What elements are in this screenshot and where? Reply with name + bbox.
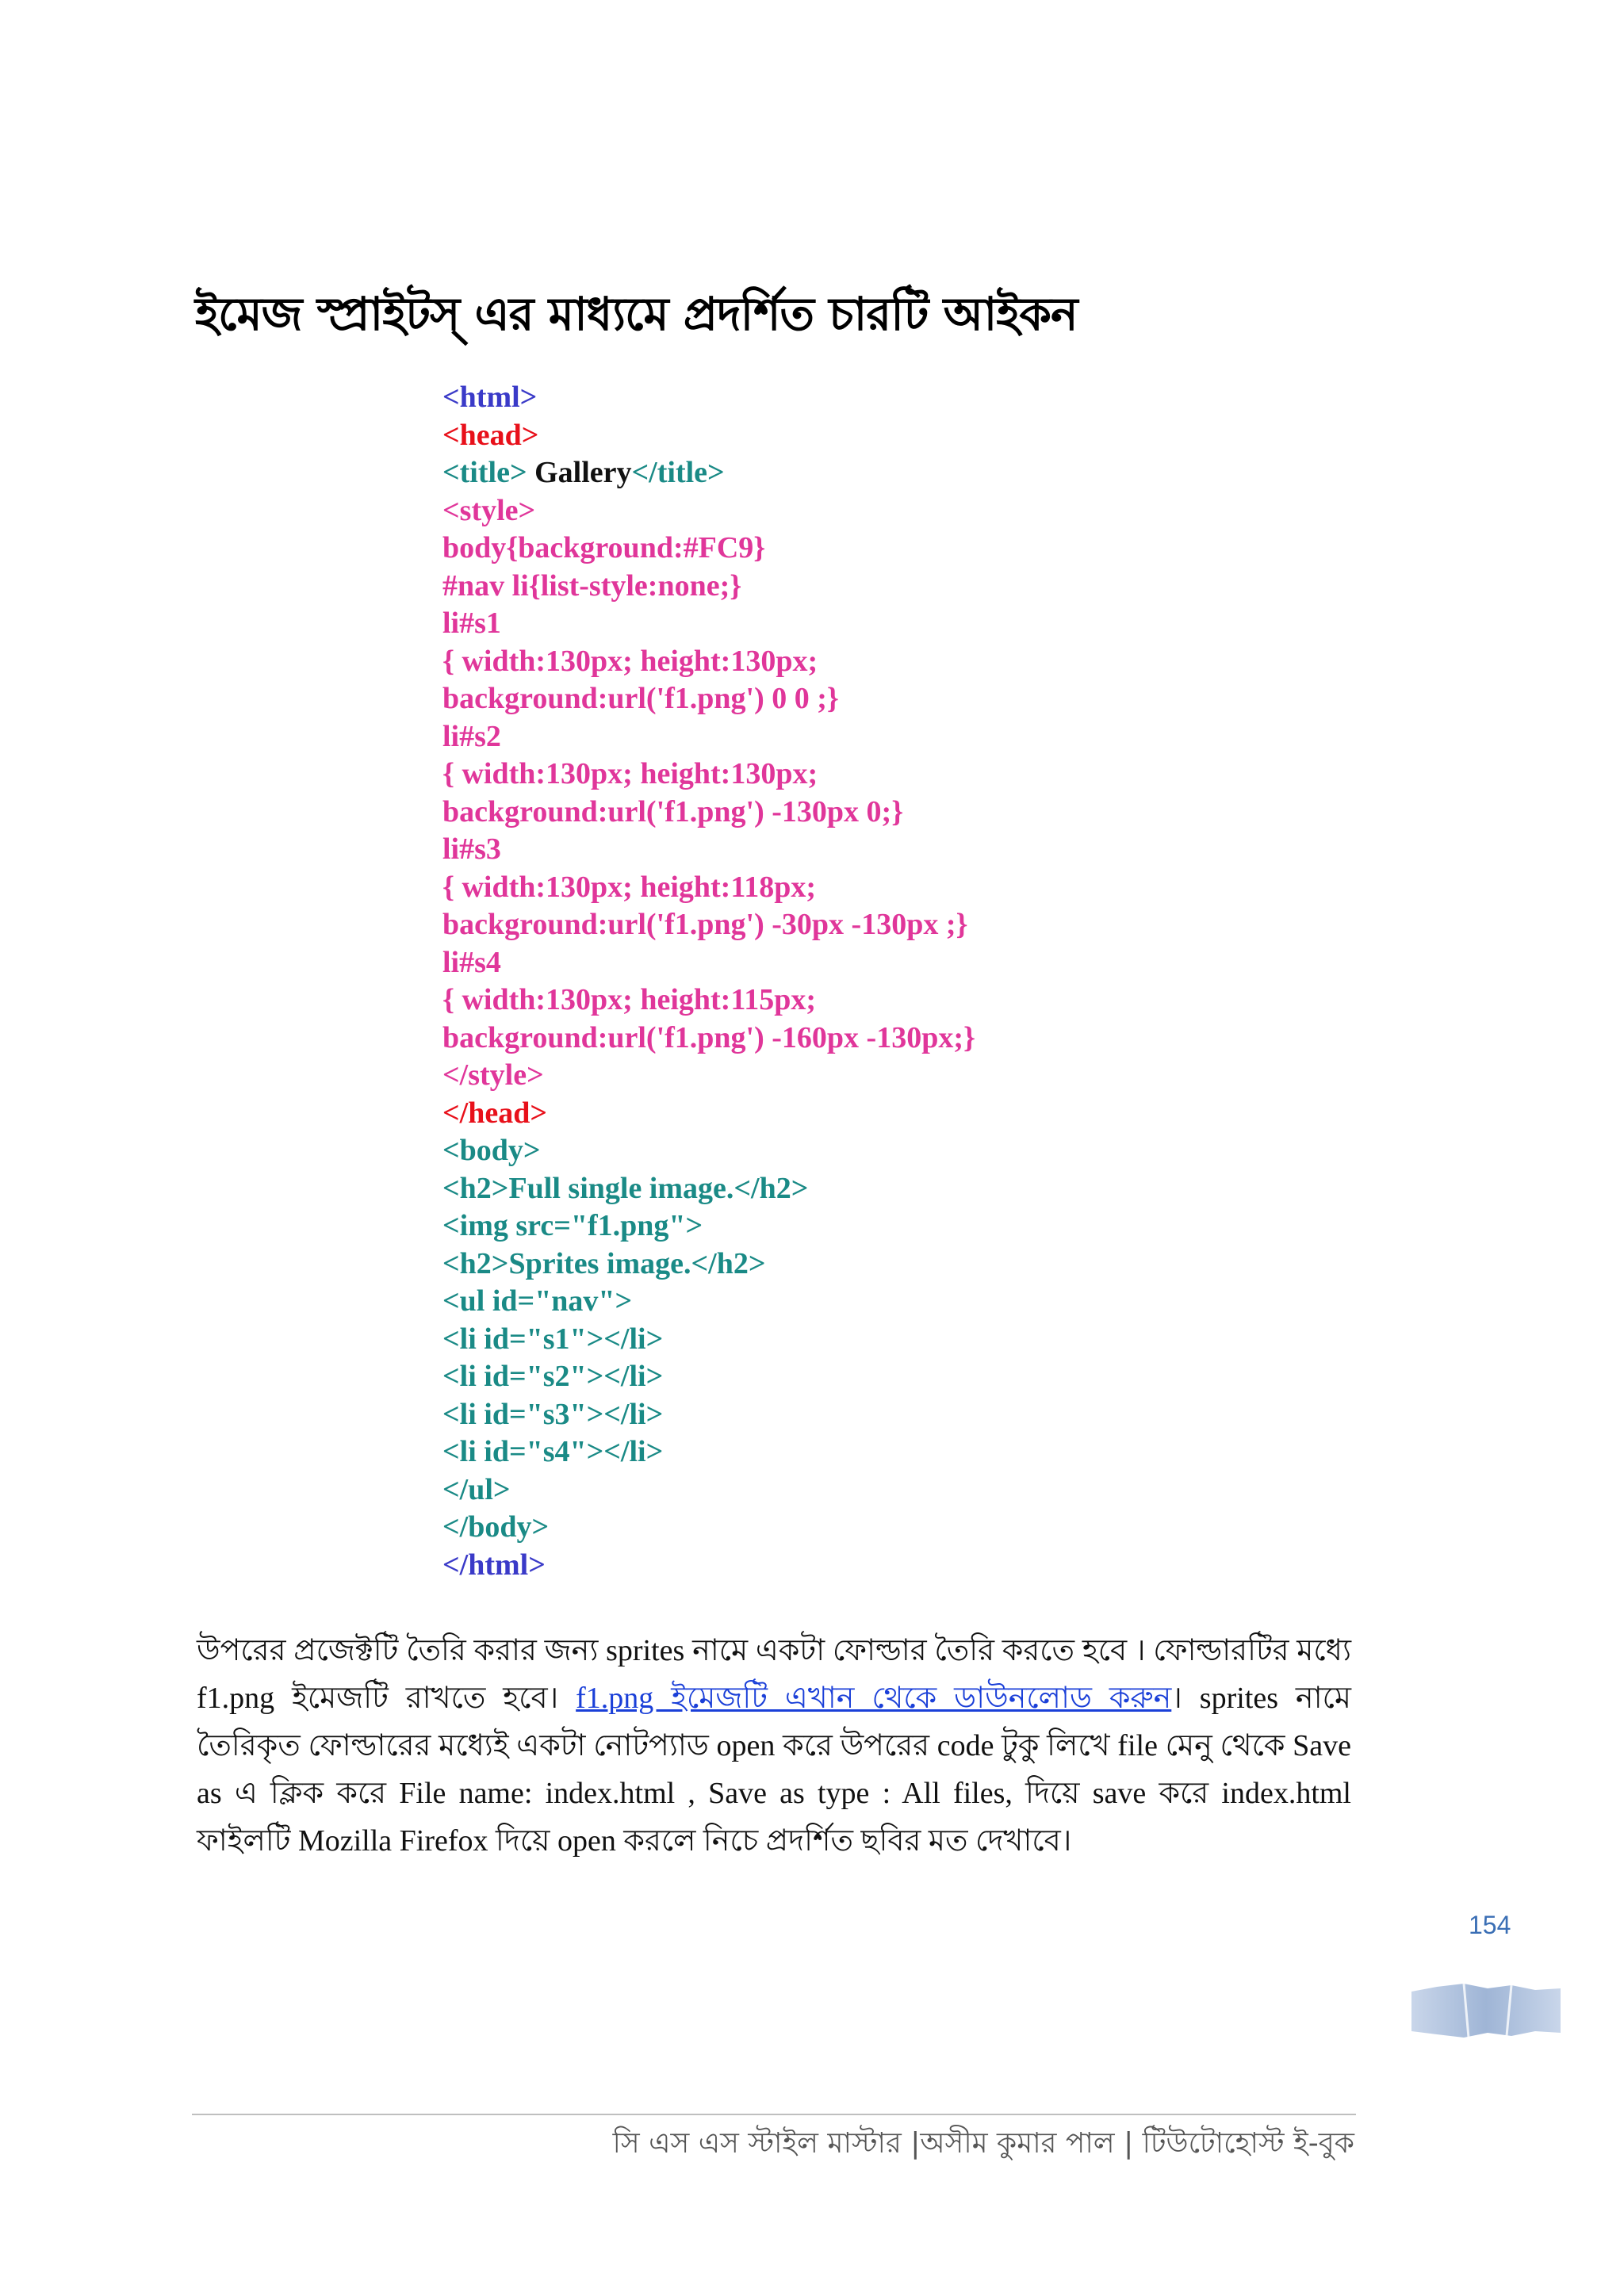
code-line: <ul id="nav"> (442, 1284, 633, 1318)
code-line: </style> (442, 1058, 544, 1092)
code-line: </head> (442, 1096, 547, 1130)
code-line: background:url('f1.png') 0 0 ;} (442, 682, 839, 715)
code-line: <title> Gallery</title> (442, 456, 725, 489)
code-block (442, 379, 975, 1584)
code-line: <img src="f1.png"> (442, 1209, 703, 1242)
code-line: <head> (442, 418, 539, 452)
code-line: <li id="s4"></li> (442, 1435, 664, 1468)
body-paragraph (197, 1627, 1351, 1865)
code-line: </html> (442, 1548, 546, 1582)
code-line: background:url('f1.png') -30px -130px ;} (442, 908, 968, 941)
code-line: <html> (442, 381, 538, 414)
page-corner-ornament-icon (1408, 1980, 1564, 2042)
code-line: { width:130px; height:130px; (442, 757, 818, 790)
code-line: li#s4 (442, 945, 501, 979)
code-line: li#s3 (442, 832, 501, 866)
paragraph-text-2: । sprites নামে তৈরিকৃত ফোল্ডারের মধ্যেই একটা নোটপ্যাড open করে উপরের code টুকু লিখে file মেনু থেকে Save as এ ক্লিক করে File name: index.html , Save as type : All files, দিয়ে save করে index.html ফাইলটি Mozilla Firefox দিয়ে open করলে নিচে প্রদর্শিত ছবির মত দেখাবে। (197, 1682, 1351, 1858)
code-line: <style> (442, 493, 536, 527)
code-line: li#s2 (442, 719, 501, 753)
code-line: li#s1 (442, 607, 501, 640)
code-line: <li id="s1"></li> (442, 1322, 664, 1356)
code-line: <li id="s2"></li> (442, 1360, 664, 1393)
code-line: <h2>Sprites image.</h2> (442, 1246, 766, 1280)
code-line: <h2>Full single image.</h2> (442, 1171, 809, 1205)
code-line: background:url('f1.png') -130px 0;} (442, 794, 904, 828)
code-line: <body> (442, 1134, 541, 1167)
page-heading: ইমেজ স্প্রাইটস্ এর মাধ্যমে প্রদর্শিত চারটি আইকন (195, 287, 1078, 341)
page-number: 154 (1469, 1911, 1511, 1939)
footer-text: সি এস এস স্টাইল মাস্টার |অসীম কুমার পাল | টিউটোহোস্ট ই-বুক (612, 2127, 1354, 2160)
code-line: { width:130px; height:130px; (442, 644, 818, 678)
code-line: body{background:#FC9} (442, 531, 766, 564)
footer-divider (192, 2114, 1356, 2115)
code-line: <li id="s3"></li> (442, 1397, 664, 1431)
code-line: background:url('f1.png') -160px -130px;} (442, 1020, 975, 1054)
code-line: { width:130px; height:115px; (442, 983, 817, 1016)
download-link[interactable]: f1.png ইমেজটি এখান থেকে ডাউনলোড করুন (576, 1682, 1172, 1715)
code-line: { width:130px; height:118px; (442, 870, 817, 904)
paragraph-text-1: উপরের প্রজেক্টটি তৈরি করার জন্য sprites নামে একটা ফোল্ডার তৈরি করতে হবে । ফোল্ডারটির মধ্যে f1.png ইমেজটি রাখতে হবে। (197, 1634, 1351, 1715)
code-line: </body> (442, 1510, 550, 1544)
code-line: #nav li{list-style:none;} (442, 568, 742, 603)
code-line: </ul> (442, 1472, 511, 1506)
